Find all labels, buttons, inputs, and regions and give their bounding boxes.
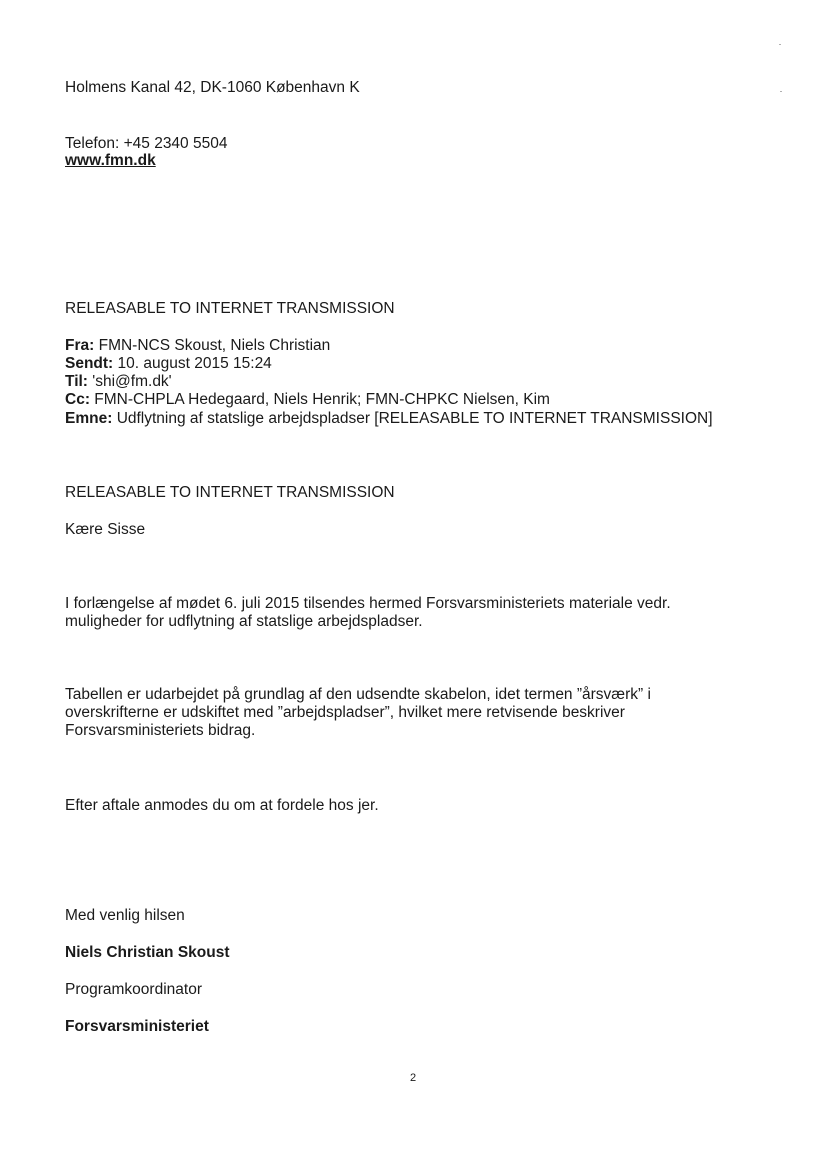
sent-row [65,355,272,373]
classification-body: RELEASABLE TO INTERNET TRANSMISSION [65,484,395,501]
cc-label: Cc: [65,391,90,408]
paragraph-2-line-2: overskrifterne er udskiftet med ”arbejdspladser”, hvilket mere retvisende beskriver [65,704,625,721]
paragraph-2-line-3: Forsvarsministeriets bidrag. [65,722,256,739]
closing: Med venlig hilsen [65,907,185,924]
cc-value: FMN-CHPLA Hedegaard, Niels Henrik; FMN-CHPKC Nielsen, Kim [94,391,550,408]
scan-speck [780,91,782,92]
from-row [65,337,330,355]
sent-value: 10. august 2015 15:24 [117,355,272,372]
signature-organization: Forsvarsministeriet [65,1018,209,1035]
phone: Telefon: +45 2340 5504 [65,135,228,152]
from-value: FMN-NCS Skoust, Niels Christian [98,337,331,354]
subject-label: Emne: [65,410,113,427]
signature-title: Programkoordinator [65,981,202,998]
signature-name: Niels Christian Skoust [65,944,230,961]
subject-value: Udflytning af statslige arbejdspladser [RELEASABLE TO INTERNET TRANSMISSION] [116,410,713,427]
paragraph-1-line-1: I forlængelse af mødet 6. juli 2015 tilsendes hermed Forsvarsministeriets materiale vedr. [65,595,671,612]
greeting: Kære Sisse [65,521,146,538]
page-number: 2 [409,1072,417,1084]
from-label: Fra: [65,337,95,354]
cc-row [65,391,550,409]
classification-top: RELEASABLE TO INTERNET TRANSMISSION [65,300,395,317]
sent-label: Sendt: [65,355,114,372]
to-value: 'shi@fm.dk' [92,373,172,390]
paragraph-2-line-1: Tabellen er udarbejdet på grundlag af den udsendte skabelon, idet termen ”årsværk” i [65,686,651,703]
scan-speck [779,44,781,45]
paragraph-3: Efter aftale anmodes du om at fordele hos jer. [65,797,379,814]
to-row [65,373,172,391]
address: Holmens Kanal 42, DK-1060 København K [65,79,360,96]
paragraph-1-line-2: muligheder for udflytning af statslige arbejdspladser. [65,613,423,630]
to-label: Til: [65,373,88,390]
website-link[interactable]: www.fmn.dk [65,152,156,169]
subject-row [65,410,713,428]
